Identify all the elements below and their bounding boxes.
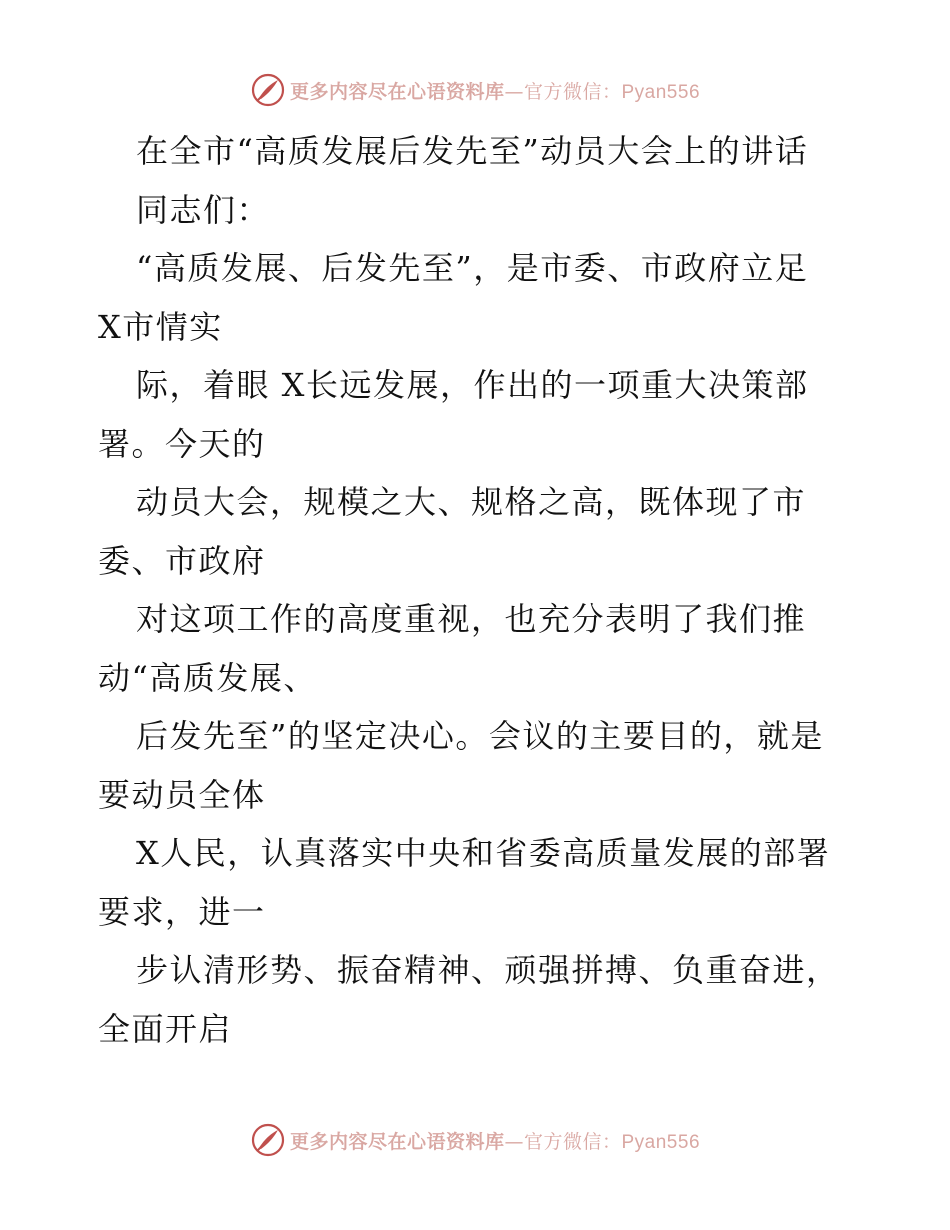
text-line: 全面开启	[98, 1009, 233, 1048]
text-line: 动员大会，规模之大、规格之高，既体现了市	[136, 483, 807, 521]
text-line: 要动员全体	[98, 775, 266, 814]
watermark-text: 更多内容尽在心语资料库—官方微信：Pyan556	[289, 80, 701, 103]
text-line: 动“高质发展、	[98, 658, 317, 697]
text-line: 要求，进一	[98, 892, 266, 931]
text-line: 署。今天的	[98, 424, 266, 463]
header-watermark	[0, 70, 950, 110]
text-line: 对这项工作的高度重视，也充分表明了我们推	[136, 600, 807, 638]
text-line: 后发先至”的坚定决心。会议的主要目的，就是	[136, 717, 824, 755]
quill-pen-circle-icon	[250, 72, 286, 108]
text-line: X人民，认真落实中央和省委高质量发展的部署	[136, 834, 831, 872]
text-line: X市情实	[98, 307, 223, 346]
watermark-text: 更多内容尽在心语资料库—官方微信：Pyan556	[289, 1130, 701, 1153]
text-line: 步认清形势、振奋精神、顽强拼搏、负重奋进，	[136, 951, 840, 989]
document-body	[98, 122, 858, 1058]
document-title: 在全市“高质发展后发先至”动员大会上的讲话	[136, 132, 809, 170]
quill-pen-circle-icon	[250, 1122, 286, 1158]
text-line: 委、市政府	[98, 541, 266, 580]
text-line: 际，着眼 X长远发展，作出的一项重大决策部	[136, 366, 809, 404]
footer-watermark	[0, 1120, 950, 1160]
text-line: “高质发展、后发先至”，是市委、市政府立足	[136, 249, 809, 287]
salutation: 同志们：	[136, 190, 271, 229]
